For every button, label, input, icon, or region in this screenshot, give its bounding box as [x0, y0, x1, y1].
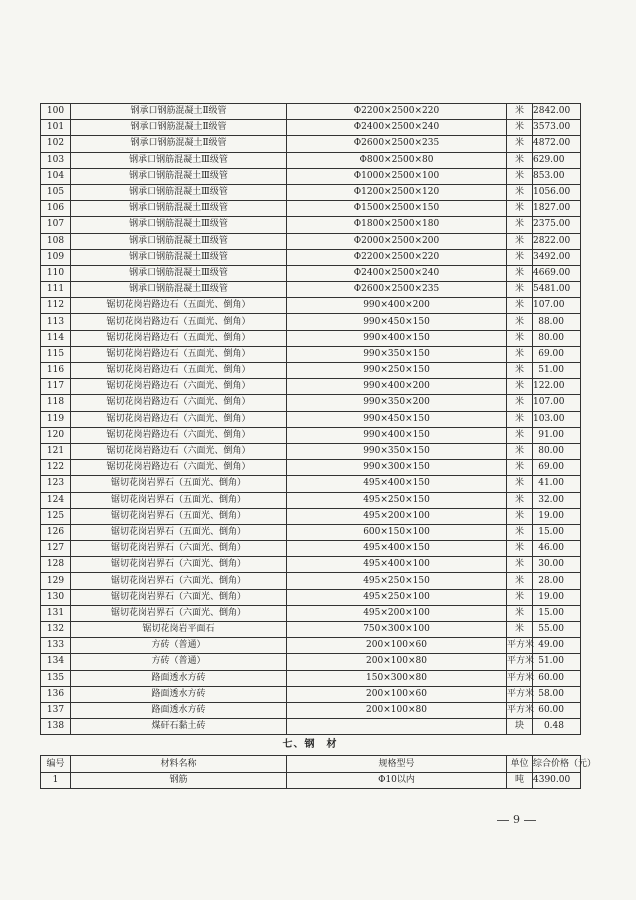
cell-spec: 750×300×100 [287, 622, 507, 638]
cell-price: 4872.00 [533, 136, 581, 152]
cell-unit: 米 [507, 168, 533, 184]
cell-name: 锯切花岗岩界石（六面光、倒角） [71, 589, 287, 605]
table-row [41, 363, 581, 379]
cell-name: 锯切花岗岩界石（五面光、倒角） [71, 524, 287, 540]
cell-no: 136 [41, 686, 71, 702]
table-row [41, 686, 581, 702]
table-row [41, 411, 581, 427]
cell-spec: Φ10以内 [287, 772, 507, 789]
cell-name: 锯切花岗岩路边石（六面光、倒角） [71, 427, 287, 443]
cell-unit: 块 [507, 719, 533, 735]
cell-no: 113 [41, 314, 71, 330]
cell-unit: 米 [507, 298, 533, 314]
cell-spec: 495×400×150 [287, 541, 507, 557]
cell-price: 5481.00 [533, 282, 581, 298]
cell-price: 46.00 [533, 541, 581, 557]
cell-no: 133 [41, 638, 71, 654]
header-price: 综合价格（元） [533, 756, 581, 773]
cell-no: 114 [41, 330, 71, 346]
cell-unit: 米 [507, 589, 533, 605]
table-row [41, 508, 581, 524]
cell-name: 路面透水方砖 [71, 670, 287, 686]
table-row [41, 460, 581, 476]
cell-name: 锯切花岗岩界石（五面光、倒角） [71, 476, 287, 492]
cell-no: 1 [41, 772, 71, 789]
cell-unit: 米 [507, 605, 533, 621]
cell-no: 124 [41, 492, 71, 508]
cell-price: 629.00 [533, 152, 581, 168]
cell-name: 路面透水方砖 [71, 702, 287, 718]
cell-name: 锯切花岗岩路边石（五面光、倒角） [71, 314, 287, 330]
cell-spec: 990×350×150 [287, 443, 507, 459]
cell-unit: 米 [507, 508, 533, 524]
cell-unit: 米 [507, 573, 533, 589]
cell-no: 109 [41, 249, 71, 265]
table-row [41, 136, 581, 152]
cell-price: 3573.00 [533, 120, 581, 136]
cell-no: 101 [41, 120, 71, 136]
cell-no: 117 [41, 379, 71, 395]
header-spec: 规格型号 [287, 756, 507, 773]
cell-no: 120 [41, 427, 71, 443]
cell-spec: Φ2200×2500×220 [287, 249, 507, 265]
cell-unit: 米 [507, 217, 533, 233]
cell-unit: 米 [507, 622, 533, 638]
cell-unit: 米 [507, 136, 533, 152]
cell-price: 69.00 [533, 346, 581, 362]
cell-no: 126 [41, 524, 71, 540]
cell-name: 钢承口钢筋混凝土Ⅲ级管 [71, 282, 287, 298]
cell-unit: 米 [507, 443, 533, 459]
cell-name: 锯切花岗岩路边石（六面光、倒角） [71, 395, 287, 411]
cell-name: 锯切花岗岩界石（六面光、倒角） [71, 605, 287, 621]
page-dash-left [497, 820, 509, 821]
cell-price: 69.00 [533, 460, 581, 476]
cell-no: 110 [41, 265, 71, 281]
cell-unit: 米 [507, 411, 533, 427]
cell-no: 135 [41, 670, 71, 686]
cell-price: 107.00 [533, 298, 581, 314]
cell-price: 4390.00 [533, 772, 581, 789]
cell-unit: 米 [507, 249, 533, 265]
table-row [41, 265, 581, 281]
cell-unit: 平方米 [507, 654, 533, 670]
cell-no: 125 [41, 508, 71, 524]
cell-unit: 吨 [507, 772, 533, 789]
cell-name: 煤矸石黏土砖 [71, 719, 287, 735]
cell-unit: 米 [507, 427, 533, 443]
table-row [41, 605, 581, 621]
cell-unit: 米 [507, 152, 533, 168]
cell-spec: 990×450×150 [287, 314, 507, 330]
cell-name: 钢承口钢筋混凝土Ⅲ级管 [71, 201, 287, 217]
cell-price: 30.00 [533, 557, 581, 573]
page-dash-right [524, 820, 536, 821]
cell-spec: 990×350×200 [287, 395, 507, 411]
cell-name: 钢承口钢筋混凝土Ⅲ级管 [71, 152, 287, 168]
cell-unit: 米 [507, 541, 533, 557]
cell-spec: Φ1200×2500×120 [287, 184, 507, 200]
table-row [41, 492, 581, 508]
cell-unit: 米 [507, 314, 533, 330]
cell-price: 28.00 [533, 573, 581, 589]
cell-spec: Φ2400×2500×240 [287, 265, 507, 281]
cell-price: 4669.00 [533, 265, 581, 281]
cell-unit: 米 [507, 346, 533, 362]
cell-no: 134 [41, 654, 71, 670]
cell-name: 锯切花岗岩路边石（六面光、倒角） [71, 411, 287, 427]
cell-no: 116 [41, 363, 71, 379]
table-row [41, 249, 581, 265]
cell-no: 115 [41, 346, 71, 362]
table-row [41, 524, 581, 540]
cell-price: 1827.00 [533, 201, 581, 217]
cell-price: 41.00 [533, 476, 581, 492]
cell-no: 103 [41, 152, 71, 168]
cell-no: 129 [41, 573, 71, 589]
cell-price: 58.00 [533, 686, 581, 702]
cell-price: 60.00 [533, 670, 581, 686]
table-row [41, 233, 581, 249]
cell-spec: Φ1800×2500×180 [287, 217, 507, 233]
cell-spec: 990×400×200 [287, 379, 507, 395]
cell-spec: 495×250×100 [287, 589, 507, 605]
cell-spec: 495×400×100 [287, 557, 507, 573]
table-row [41, 443, 581, 459]
page-number [493, 813, 540, 826]
table-row [41, 152, 581, 168]
table-row [41, 379, 581, 395]
table-row [41, 476, 581, 492]
cell-no: 105 [41, 184, 71, 200]
cell-spec: 990×350×150 [287, 346, 507, 362]
cell-spec: 200×100×60 [287, 638, 507, 654]
cell-spec: Φ2600×2500×235 [287, 282, 507, 298]
cell-spec: Φ1500×2500×150 [287, 201, 507, 217]
table-row [41, 589, 581, 605]
table-row [41, 702, 581, 718]
cell-price: 91.00 [533, 427, 581, 443]
table-row [41, 168, 581, 184]
cell-name: 路面透水方砖 [71, 686, 287, 702]
cell-no: 118 [41, 395, 71, 411]
cell-name: 钢承口钢筋混凝土Ⅲ级管 [71, 168, 287, 184]
cell-name: 锯切花岗岩路边石（五面光、倒角） [71, 298, 287, 314]
table-row [41, 282, 581, 298]
cell-price: 3492.00 [533, 249, 581, 265]
cell-spec: 990×250×150 [287, 363, 507, 379]
cell-price: 15.00 [533, 524, 581, 540]
cell-no: 132 [41, 622, 71, 638]
cell-unit: 米 [507, 282, 533, 298]
cell-price: 853.00 [533, 168, 581, 184]
cell-unit: 米 [507, 201, 533, 217]
cell-price: 80.00 [533, 443, 581, 459]
cell-name: 锯切花岗岩路边石（六面光、倒角） [71, 460, 287, 476]
header-unit: 单位 [507, 756, 533, 773]
cell-unit: 米 [507, 363, 533, 379]
cell-price: 51.00 [533, 654, 581, 670]
cell-spec: 200×100×80 [287, 702, 507, 718]
cell-name: 钢承口钢筋混凝土Ⅲ级管 [71, 249, 287, 265]
cell-price: 51.00 [533, 363, 581, 379]
table-row [41, 573, 581, 589]
cell-unit: 平方米 [507, 670, 533, 686]
cell-name: 钢承口钢筋混凝土Ⅲ级管 [71, 217, 287, 233]
cell-spec: Φ2400×2500×240 [287, 120, 507, 136]
cell-no: 112 [41, 298, 71, 314]
cell-spec: 495×200×100 [287, 508, 507, 524]
cell-unit: 米 [507, 265, 533, 281]
cell-name: 锯切花岗岩路边石（五面光、倒角） [71, 363, 287, 379]
cell-name: 锯切花岗岩平面石 [71, 622, 287, 638]
table-row [41, 395, 581, 411]
cell-name: 钢筋 [71, 772, 287, 789]
cell-name: 锯切花岗岩界石（五面光、倒角） [71, 508, 287, 524]
cell-price: 107.00 [533, 395, 581, 411]
cell-price: 32.00 [533, 492, 581, 508]
cell-name: 钢承口钢筋混凝土Ⅲ级管 [71, 184, 287, 200]
cell-name: 钢承口钢筋混凝土Ⅱ级管 [71, 136, 287, 152]
cell-name: 锯切花岗岩界石（五面光、倒角） [71, 492, 287, 508]
cell-spec: 990×400×150 [287, 427, 507, 443]
cell-no: 122 [41, 460, 71, 476]
header-no: 编号 [41, 756, 71, 773]
table-row [41, 557, 581, 573]
cell-unit: 米 [507, 395, 533, 411]
cell-name: 钢承口钢筋混凝土Ⅲ级管 [71, 233, 287, 249]
cell-spec: 600×150×100 [287, 524, 507, 540]
table-row [41, 670, 581, 686]
table-row [41, 541, 581, 557]
cell-name: 方砖（普通） [71, 654, 287, 670]
cell-spec: Φ800×2500×80 [287, 152, 507, 168]
cell-no: 100 [41, 104, 71, 120]
cell-no: 107 [41, 217, 71, 233]
cell-unit: 米 [507, 330, 533, 346]
cell-price: 2842.00 [533, 104, 581, 120]
cell-no: 131 [41, 605, 71, 621]
cell-price: 1056.00 [533, 184, 581, 200]
cell-unit: 米 [507, 557, 533, 573]
cell-price: 49.00 [533, 638, 581, 654]
cell-price: 0.48 [533, 719, 581, 735]
cell-price: 15.00 [533, 605, 581, 621]
table-row [41, 184, 581, 200]
cell-price: 19.00 [533, 508, 581, 524]
page-number-text: 9 [513, 813, 520, 826]
cell-name: 钢承口钢筋混凝土Ⅱ级管 [71, 104, 287, 120]
cell-unit: 米 [507, 233, 533, 249]
cell-spec: 990×400×200 [287, 298, 507, 314]
cell-price: 2375.00 [533, 217, 581, 233]
cell-spec: Φ2000×2500×200 [287, 233, 507, 249]
cell-spec: 990×300×150 [287, 460, 507, 476]
table-row [41, 298, 581, 314]
cell-unit: 平方米 [507, 686, 533, 702]
cell-no: 104 [41, 168, 71, 184]
table-row [41, 427, 581, 443]
cell-no: 137 [41, 702, 71, 718]
price-list-sheet [40, 103, 597, 789]
cell-name: 锯切花岗岩路边石（五面光、倒角） [71, 330, 287, 346]
cell-name: 锯切花岗岩路边石（六面光、倒角） [71, 379, 287, 395]
cell-name: 锯切花岗岩路边石（六面光、倒角） [71, 443, 287, 459]
cell-price: 88.00 [533, 314, 581, 330]
steel-table-header [41, 756, 581, 773]
cell-no: 111 [41, 282, 71, 298]
cell-spec: Φ1000×2500×100 [287, 168, 507, 184]
cell-no: 119 [41, 411, 71, 427]
cell-spec: 200×100×80 [287, 654, 507, 670]
cell-spec: 990×400×150 [287, 330, 507, 346]
cell-spec: Φ2200×2500×220 [287, 104, 507, 120]
cell-name: 锯切花岗岩界石（六面光、倒角） [71, 557, 287, 573]
cell-unit: 米 [507, 476, 533, 492]
cell-price: 80.00 [533, 330, 581, 346]
cell-no: 121 [41, 443, 71, 459]
steel-table [40, 755, 597, 789]
cell-unit: 米 [507, 460, 533, 476]
cell-price: 60.00 [533, 702, 581, 718]
cell-name: 钢承口钢筋混凝土Ⅱ级管 [71, 120, 287, 136]
cell-no: 128 [41, 557, 71, 573]
cell-spec: 495×250×150 [287, 573, 507, 589]
cell-unit: 米 [507, 524, 533, 540]
cell-no: 138 [41, 719, 71, 735]
cell-name: 方砖（普通） [71, 638, 287, 654]
cell-spec: 495×200×100 [287, 605, 507, 621]
cell-no: 108 [41, 233, 71, 249]
table-row [41, 772, 581, 789]
table-row [41, 104, 581, 120]
cell-spec: 150×300×80 [287, 670, 507, 686]
cell-spec: 990×450×150 [287, 411, 507, 427]
cell-name: 锯切花岗岩界石（六面光、倒角） [71, 541, 287, 557]
cell-spec: 495×250×150 [287, 492, 507, 508]
table-row [41, 638, 581, 654]
cell-name: 锯切花岗岩界石（六面光、倒角） [71, 573, 287, 589]
cell-unit: 平方米 [507, 638, 533, 654]
cell-unit: 米 [507, 184, 533, 200]
materials-table-body [41, 104, 581, 735]
table-row [41, 330, 581, 346]
section-title-steel: 七、钢 材 [282, 739, 338, 751]
cell-spec [287, 719, 507, 735]
table-row [41, 654, 581, 670]
cell-spec: Φ2600×2500×235 [287, 136, 507, 152]
cell-spec: 200×100×60 [287, 686, 507, 702]
cell-name: 锯切花岗岩路边石（五面光、倒角） [71, 346, 287, 362]
cell-price: 103.00 [533, 411, 581, 427]
table-row [41, 346, 581, 362]
cell-no: 130 [41, 589, 71, 605]
table-row [41, 719, 581, 735]
table-row [41, 314, 581, 330]
header-name: 材料名称 [71, 756, 287, 773]
cell-unit: 米 [507, 120, 533, 136]
cell-unit: 平方米 [507, 702, 533, 718]
cell-no: 106 [41, 201, 71, 217]
cell-spec: 495×400×150 [287, 476, 507, 492]
table-row [41, 622, 581, 638]
cell-unit: 米 [507, 104, 533, 120]
cell-name: 钢承口钢筋混凝土Ⅲ级管 [71, 265, 287, 281]
cell-price: 122.00 [533, 379, 581, 395]
cell-unit: 米 [507, 492, 533, 508]
cell-price: 55.00 [533, 622, 581, 638]
table-row [41, 201, 581, 217]
cell-price: 19.00 [533, 589, 581, 605]
cell-no: 127 [41, 541, 71, 557]
cell-unit: 米 [507, 379, 533, 395]
cell-no: 123 [41, 476, 71, 492]
cell-no: 102 [41, 136, 71, 152]
table-row [41, 120, 581, 136]
cell-price: 2822.00 [533, 233, 581, 249]
table-row [41, 217, 581, 233]
materials-table [40, 103, 581, 735]
